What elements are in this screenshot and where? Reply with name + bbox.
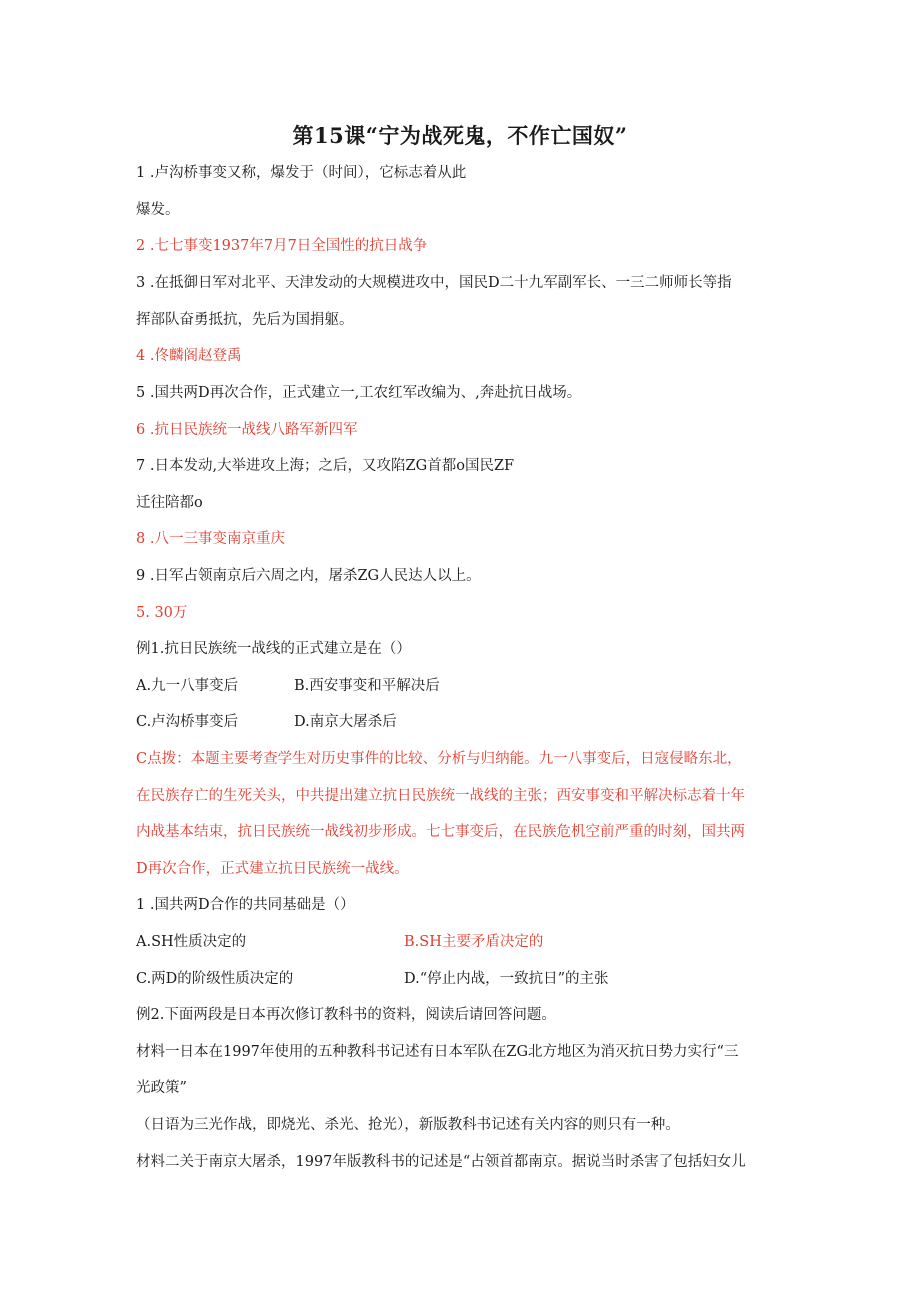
question-3-line-1: 3 .在抵御日军对北平、天津发动的大规模进攻中，国民D二十九军副军长、一三二师师长等指 xyxy=(136,275,732,291)
material-1-line-3: （日语为三光作战，即烧光、杀光、抢光），新版教科书记述有关内容的则只有一种。 xyxy=(136,1117,680,1133)
example-1-option-c: C.卢沟桥事变后 xyxy=(136,714,239,730)
question-3-line-2: 挥部队奋勇抵抗，先后为国捐躯。 xyxy=(136,312,354,328)
question-9: 9 .日军占领南京后六周之内，屠杀ZG人民达人以上。 xyxy=(136,568,481,584)
explanation-line-4: D再次合作，正式建立抗日民族统一战线。 xyxy=(136,861,409,877)
material-1-line-2: 光政策” xyxy=(136,1080,187,1096)
explanation-line-3: 内战基本结束，抗日民族统一战线初步形成。七七事变后，在民族危机空前严重的时刻，国共两 xyxy=(136,824,745,840)
practice-1-option-a: A.SH性质决定的 xyxy=(136,934,247,950)
answer-8: 8 .八一三事变南京重庆 xyxy=(136,531,285,547)
answer-2: 2 .七七事变1937年7月7日全国性的抗日战争 xyxy=(136,238,428,254)
example-2-intro: 例2.下面两段是日本再次修订教科书的资料，阅读后请回答问题。 xyxy=(136,1007,556,1023)
practice-1-question: 1 .国共两D合作的共同基础是（） xyxy=(136,897,355,913)
explanation-line-1: C点拨：本题主要考查学生对历史事件的比较、分析与归纳能。九一八事变后，日寇侵略东北， xyxy=(136,751,742,767)
material-1-line-1: 材料一日本在1997年使用的五种教科书记述有日本军队在ZG北方地区为消灭抗日势力实行“三 xyxy=(136,1044,739,1060)
practice-1-option-b: B.SH主要矛盾决定的 xyxy=(404,934,544,950)
answer-5: 5. 30万 xyxy=(136,605,188,621)
practice-1-option-d: D.“停止内战，一致抗日”的主张 xyxy=(404,971,609,987)
example-1-question: 例1.抗日民族统一战线的正式建立是在（） xyxy=(136,641,411,657)
answer-6: 6 .抗日民族统一战线八路军新四军 xyxy=(136,422,358,438)
question-5: 5 .国共两D再次合作，正式建立一,工农红军改编为、,奔赴抗日战场。 xyxy=(136,385,582,401)
question-1-line-2: 爆发。 xyxy=(136,202,180,218)
explanation-line-2: 在民族存亡的生死关头，中共提出建立抗日民族统一战线的主张；西安事变和平解决标志着十年 xyxy=(136,788,745,804)
page-title: 第15课“宁为战死鬼，不作亡国奴” xyxy=(292,123,628,148)
example-1-option-a: A.九一八事变后 xyxy=(136,678,239,694)
material-2-line-1: 材料二关于南京大屠杀，1997年版教科书的记述是“占领首都南京。据说当时杀害了包括妇女儿 xyxy=(136,1154,746,1170)
question-1-line-1: 1 .卢沟桥事变又称，爆发于（时间），它标志着从此 xyxy=(136,165,467,181)
example-1-option-d: D.南京大屠杀后 xyxy=(294,714,397,730)
question-7-line-1: 7 .日本发动,大举进攻上海；之后，又攻陷ZG首都o国民ZF xyxy=(136,458,515,474)
question-7-line-2: 迁往陪都o xyxy=(136,495,203,511)
practice-1-option-c: C.两D的阶级性质决定的 xyxy=(136,971,294,987)
answer-4: 4 .佟麟阁赵登禹 xyxy=(136,348,242,364)
example-1-option-b: B.西安事变和平解决后 xyxy=(294,678,440,694)
